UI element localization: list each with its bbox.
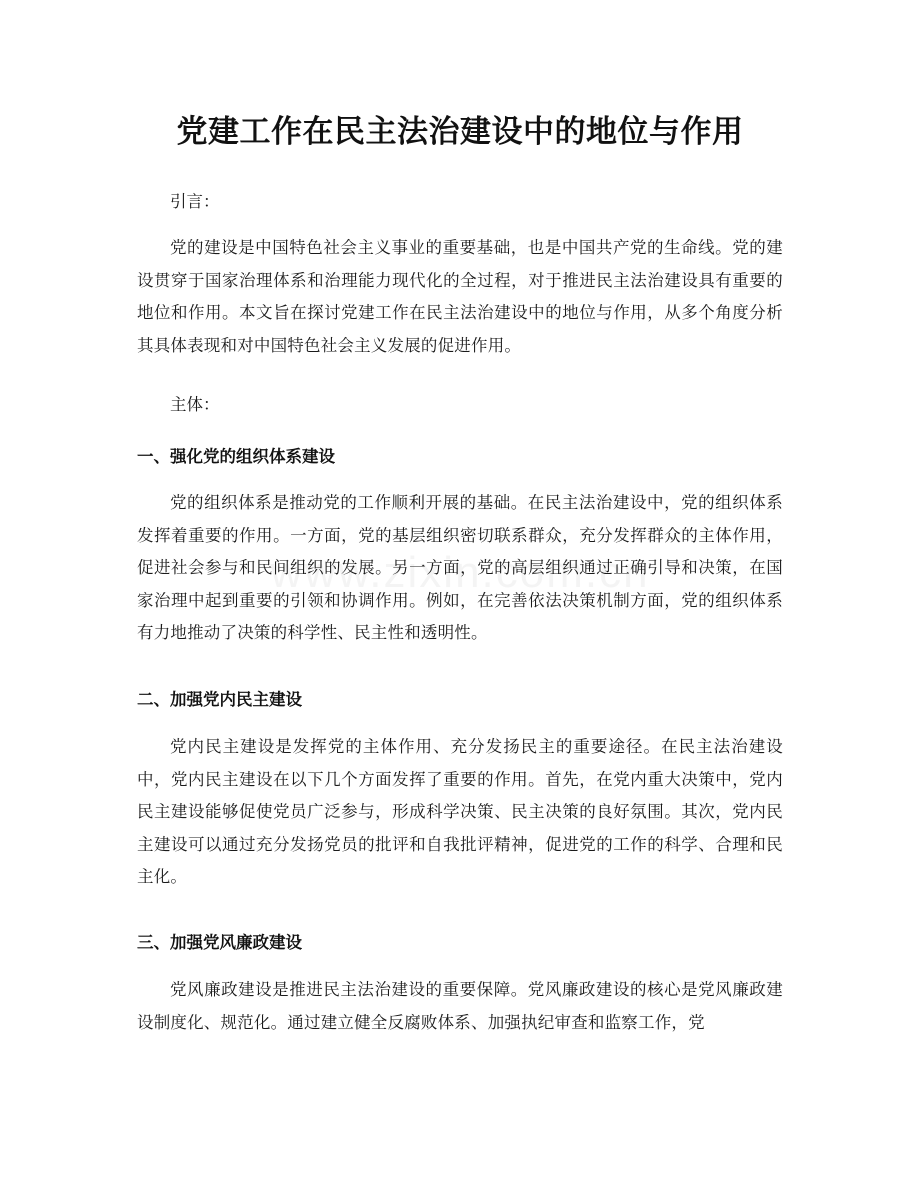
section-heading-2: 二、加强党内民主建设 [137, 690, 302, 709]
section-heading-3: 三、加强党风廉政建设 [137, 933, 302, 952]
intro-paragraph: 党的建设是中国特色社会主义事业的重要基础，也是中国共产党的生命线。党的建设贯穿于国家治理体系和治理能力现代化的全过程，对于推进民主法治建设具有重要的地位和作用。本文旨在探讨党建工作在民主法治建设中的地位与作用，从多个角度分析其具体表现和对中国特色社会主义发展的促进作用。 [137, 238, 783, 355]
section-paragraph-1: 党的组织体系是推动党的工作顺利开展的基础。在民主法治建设中，党的组织体系发挥着重要的作用。一方面，党的基层组织密切联系群众，充分发挥群众的主体作用，促进社会参与和民间组织的发展。另一方面，党的高层组织通过正确引导和决策，在国家治理中起到重要的引领和协调作用。例如，在完善依法决策机制方面，党的组织体系有力地推动了决策的科学性、民主性和透明性。 [137, 493, 783, 642]
section-paragraph-3: 党风廉政建设是推进民主法治建设的重要保障。党风廉政建设的核心是党风廉政建设制度化、规范化。通过建立健全反腐败体系、加强执纪审查和监察工作，党 [137, 980, 783, 1032]
document-title: 党建工作在民主法治建设中的地位与作用 [176, 114, 744, 150]
section-paragraph-2: 党内民主建设是发挥党的主体作用、充分发扬民主的重要途径。在民主法治建设中，党内民主建设在以下几个方面发挥了重要的作用。首先，在党内重大决策中，党内民主建设能够促使党员广泛参与，形成科学决策、民主决策的良好氛围。其次，党内民主建设可以通过充分发扬党员的批评和自我批评精神，促进党的工作的科学、合理和民主化。 [137, 737, 783, 886]
section-heading-1: 一、强化党的组织体系建设 [137, 447, 335, 466]
body-label: 主体： [170, 395, 220, 414]
intro-label: 引言： [170, 192, 220, 211]
